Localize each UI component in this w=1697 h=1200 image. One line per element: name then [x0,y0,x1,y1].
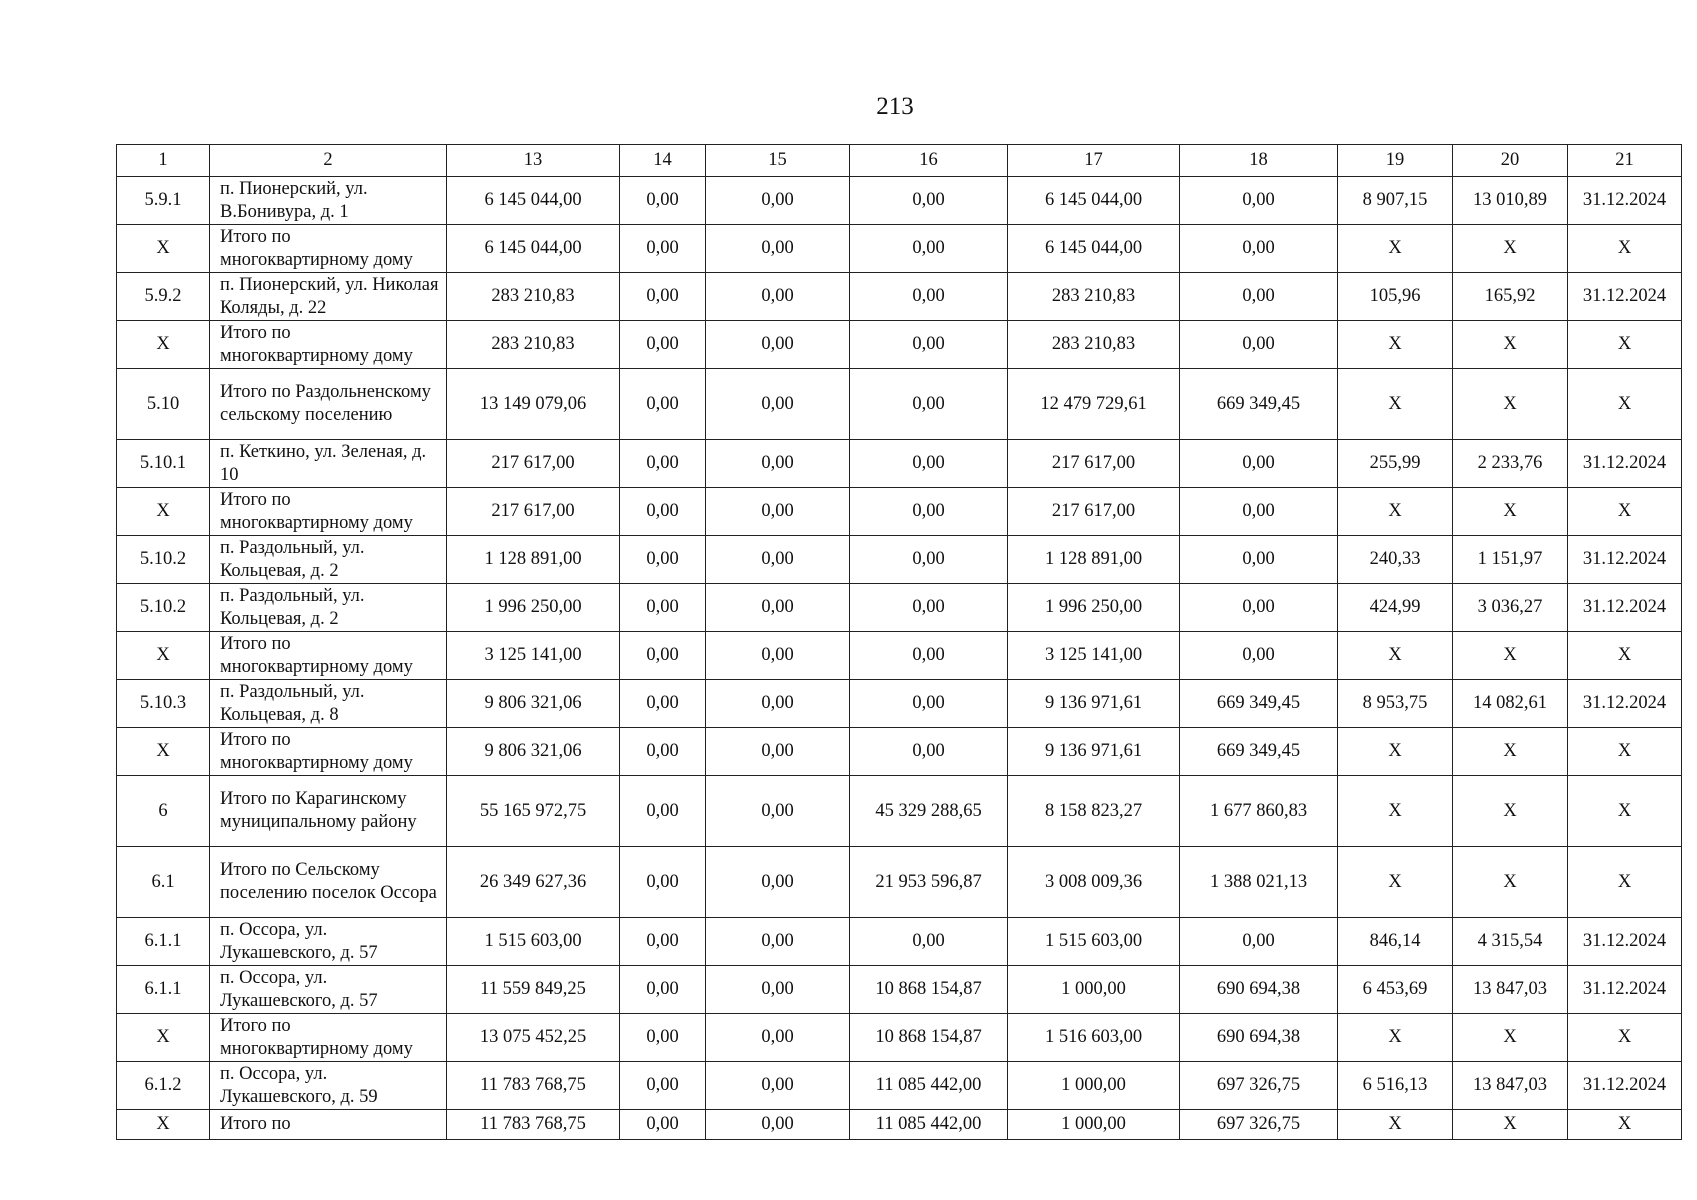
address-cell: п. Кеткино, ул. Зеленая, д. 10 [210,440,447,488]
table-cell: 0,00 [620,728,706,776]
table-row [117,632,1682,680]
table-cell: 1 996 250,00 [447,584,620,632]
column-header: 21 [1568,145,1682,177]
table-cell: 0,00 [706,584,850,632]
table-cell: 0,00 [620,225,706,273]
table-cell: 697 326,75 [1180,1062,1338,1110]
table-cell: 8 907,15 [1338,177,1453,225]
table-cell: 5.10 [117,369,210,440]
table-cell: 31.12.2024 [1568,966,1682,1014]
table-cell: 0,00 [1180,177,1338,225]
table-cell: 8 953,75 [1338,680,1453,728]
table-cell: 424,99 [1338,584,1453,632]
table-cell: 1 515 603,00 [447,918,620,966]
address-cell: Итого по многоквартирному дому [210,488,447,536]
table-cell: 1 515 603,00 [1008,918,1180,966]
table-cell: X [1338,488,1453,536]
table-cell: 1 677 860,83 [1180,776,1338,847]
table-cell: 2 233,76 [1453,440,1568,488]
table-cell: 13 075 452,25 [447,1014,620,1062]
column-header: 20 [1453,145,1568,177]
table-cell: X [1338,776,1453,847]
table-cell: 217 617,00 [1008,440,1180,488]
table-cell: 283 210,83 [1008,273,1180,321]
table-row [117,918,1682,966]
table-cell: 0,00 [1180,488,1338,536]
table-cell: 846,14 [1338,918,1453,966]
table-cell: X [1453,776,1568,847]
table-cell: X [1568,488,1682,536]
table-cell: 0,00 [706,177,850,225]
table-cell: 0,00 [706,369,850,440]
column-header: 15 [706,145,850,177]
table-cell: X [1338,1110,1453,1140]
table-cell: 669 349,45 [1180,728,1338,776]
table-row [117,584,1682,632]
table-cell: 669 349,45 [1180,369,1338,440]
table-cell: 0,00 [706,225,850,273]
table-cell: 0,00 [850,321,1008,369]
address-cell: п. Раздольный, ул. Кольцевая, д. 2 [210,584,447,632]
table-cell: 31.12.2024 [1568,177,1682,225]
column-header: 13 [447,145,620,177]
table-cell: 6.1.1 [117,966,210,1014]
table-cell: 0,00 [706,728,850,776]
table-cell: 0,00 [620,776,706,847]
table-row [117,728,1682,776]
table-row [117,321,1682,369]
table-cell: X [1568,369,1682,440]
table-cell: X [1338,632,1453,680]
table-cell: 6.1 [117,847,210,918]
table-cell: 1 000,00 [1008,1110,1180,1140]
table-cell: 1 996 250,00 [1008,584,1180,632]
table-row [117,488,1682,536]
table-cell: 0,00 [1180,273,1338,321]
table-cell: 0,00 [850,536,1008,584]
table-cell: 8 158 823,27 [1008,776,1180,847]
table-cell: 12 479 729,61 [1008,369,1180,440]
table-cell: 6.1.1 [117,918,210,966]
table-cell: 0,00 [620,177,706,225]
table-cell: 31.12.2024 [1568,273,1682,321]
table-row [117,776,1682,847]
address-cell: Итого по многоквартирному дому [210,1014,447,1062]
table-cell: 0,00 [620,1014,706,1062]
table-cell: 0,00 [706,536,850,584]
table-cell: 0,00 [1180,225,1338,273]
table-cell: 0,00 [706,321,850,369]
table-cell: 3 125 141,00 [447,632,620,680]
table-cell: 0,00 [850,584,1008,632]
table-row [117,177,1682,225]
address-cell: Итого по Карагинскому муниципальному району [210,776,447,847]
address-cell: п. Оссора, ул. Лукашевского, д. 57 [210,918,447,966]
table-cell: 6 [117,776,210,847]
table-cell: 690 694,38 [1180,966,1338,1014]
table-cell: 6 145 044,00 [1008,225,1180,273]
table-cell: 0,00 [850,225,1008,273]
table-cell: 13 149 079,06 [447,369,620,440]
table-cell: 217 617,00 [447,440,620,488]
table-cell: 0,00 [850,440,1008,488]
table-cell: 31.12.2024 [1568,1062,1682,1110]
table-cell: X [1453,1014,1568,1062]
table-cell: 0,00 [620,847,706,918]
table-cell: X [117,1014,210,1062]
table-cell: X [1568,321,1682,369]
table-cell: X [117,321,210,369]
column-header: 17 [1008,145,1180,177]
table-row [117,966,1682,1014]
table-cell: 0,00 [620,584,706,632]
table-cell: 31.12.2024 [1568,536,1682,584]
table-cell: 1 000,00 [1008,966,1180,1014]
table-cell: 11 085 442,00 [850,1110,1008,1140]
address-cell: п. Оссора, ул. Лукашевского, д. 59 [210,1062,447,1110]
address-cell: Итого по Сельскому поселению поселок Оссора [210,847,447,918]
table-cell: X [117,1110,210,1140]
table-cell: 5.9.1 [117,177,210,225]
table-cell: 0,00 [850,728,1008,776]
table-cell: 0,00 [620,918,706,966]
table-cell: X [1453,632,1568,680]
table-cell: 11 085 442,00 [850,1062,1008,1110]
table-cell: 31.12.2024 [1568,584,1682,632]
table-cell: 0,00 [620,1110,706,1140]
column-header: 1 [117,145,210,177]
table-cell: 0,00 [850,273,1008,321]
table-cell: 9 806 321,06 [447,680,620,728]
table-cell: X [1568,728,1682,776]
table-cell: X [1453,225,1568,273]
table-cell: 26 349 627,36 [447,847,620,918]
table-cell: X [1568,1110,1682,1140]
table-cell: 0,00 [850,488,1008,536]
table-cell: 0,00 [706,1014,850,1062]
table-cell: X [1338,728,1453,776]
table-cell: 5.10.2 [117,584,210,632]
table-cell: X [1338,847,1453,918]
table-row [117,369,1682,440]
address-cell: п. Пионерский, ул. Николая Коляды, д. 22 [210,273,447,321]
table-cell: 13 847,03 [1453,966,1568,1014]
table-row [117,225,1682,273]
table-cell: 0,00 [620,321,706,369]
table-cell: 1 128 891,00 [447,536,620,584]
table-cell: 0,00 [1180,918,1338,966]
table-cell: X [1453,847,1568,918]
table-cell: 0,00 [850,177,1008,225]
table-cell: 0,00 [620,488,706,536]
table-cell: 1 516 603,00 [1008,1014,1180,1062]
table-cell: 283 210,83 [1008,321,1180,369]
table-cell: X [1568,1014,1682,1062]
column-header: 19 [1338,145,1453,177]
table-cell: 21 953 596,87 [850,847,1008,918]
table-cell: X [1338,225,1453,273]
table-cell: 6.1.2 [117,1062,210,1110]
table-cell: 6 145 044,00 [1008,177,1180,225]
table-cell: 0,00 [620,632,706,680]
table-cell: 6 453,69 [1338,966,1453,1014]
table-cell: 283 210,83 [447,273,620,321]
address-cell: Итого по многоквартирному дому [210,225,447,273]
table-cell: 0,00 [850,680,1008,728]
table-cell: 0,00 [1180,536,1338,584]
column-header: 16 [850,145,1008,177]
table-cell: 13 847,03 [1453,1062,1568,1110]
table-cell: 283 210,83 [447,321,620,369]
table-cell: 0,00 [620,680,706,728]
table-cell: 3 125 141,00 [1008,632,1180,680]
table-cell: X [117,632,210,680]
address-cell: Итого по Раздольненскому сельскому поселению [210,369,447,440]
table-cell: 690 694,38 [1180,1014,1338,1062]
address-cell: Итого по многоквартирному дому [210,728,447,776]
table-cell: 1 388 021,13 [1180,847,1338,918]
table-cell: 9 136 971,61 [1008,680,1180,728]
table-cell: X [1453,728,1568,776]
table-cell: 0,00 [1180,440,1338,488]
table-cell: 6 145 044,00 [447,225,620,273]
table-cell: 0,00 [706,632,850,680]
table-cell: 0,00 [706,966,850,1014]
column-header: 14 [620,145,706,177]
page-number: 213 [876,93,914,120]
table-body [117,177,1682,1140]
table-cell: 11 559 849,25 [447,966,620,1014]
table-cell: 669 349,45 [1180,680,1338,728]
table-cell: 0,00 [706,273,850,321]
column-header: 18 [1180,145,1338,177]
table-cell: X [117,728,210,776]
table-cell: 1 000,00 [1008,1062,1180,1110]
table-cell: 5.10.1 [117,440,210,488]
table-cell: X [1453,488,1568,536]
address-cell: п. Пионерский, ул. В.Бонивура, д. 1 [210,177,447,225]
table-cell: 0,00 [850,632,1008,680]
table-cell: 0,00 [706,440,850,488]
address-cell: Итого по [210,1110,447,1140]
table-cell: X [1338,1014,1453,1062]
table-cell: 0,00 [706,1110,850,1140]
table-cell: 10 868 154,87 [850,966,1008,1014]
table-cell: 0,00 [620,369,706,440]
table-cell: 31.12.2024 [1568,680,1682,728]
table-row [117,536,1682,584]
table-cell: 13 010,89 [1453,177,1568,225]
table-cell: 0,00 [706,776,850,847]
table-cell: 697 326,75 [1180,1110,1338,1140]
table-cell: 0,00 [706,680,850,728]
table-cell: 10 868 154,87 [850,1014,1008,1062]
table-cell: 1 128 891,00 [1008,536,1180,584]
table-cell: 0,00 [706,1062,850,1110]
table-cell: 3 036,27 [1453,584,1568,632]
header-row [117,145,1682,177]
table-cell: 0,00 [706,847,850,918]
table-cell: 5.10.2 [117,536,210,584]
table-cell: 217 617,00 [447,488,620,536]
table-row [117,847,1682,918]
table-cell: X [117,225,210,273]
address-cell: Итого по многоквартирному дому [210,321,447,369]
table-row [117,273,1682,321]
table-cell: 6 516,13 [1338,1062,1453,1110]
table-cell: 217 617,00 [1008,488,1180,536]
table-cell: 0,00 [1180,632,1338,680]
data-table [116,144,1682,1140]
table-cell: 0,00 [620,966,706,1014]
table-cell: 5.9.2 [117,273,210,321]
table-cell: 255,99 [1338,440,1453,488]
table-cell: X [1453,321,1568,369]
table-cell: 45 329 288,65 [850,776,1008,847]
table-cell: 165,92 [1453,273,1568,321]
table-cell: 0,00 [706,918,850,966]
table-row [117,1110,1682,1140]
table-cell: 0,00 [620,1062,706,1110]
table-cell: 0,00 [620,536,706,584]
table-cell: 1 151,97 [1453,536,1568,584]
table-cell: 5.10.3 [117,680,210,728]
column-header: 2 [210,145,447,177]
table-cell: X [1453,369,1568,440]
table-cell: 240,33 [1338,536,1453,584]
table-cell: 3 008 009,36 [1008,847,1180,918]
table-cell: 0,00 [620,273,706,321]
table-cell: 4 315,54 [1453,918,1568,966]
table-cell: X [1568,632,1682,680]
table-cell: 105,96 [1338,273,1453,321]
table-cell: 11 783 768,75 [447,1062,620,1110]
table-cell: 6 145 044,00 [447,177,620,225]
table-cell: 0,00 [706,488,850,536]
table-row [117,440,1682,488]
table-cell: 14 082,61 [1453,680,1568,728]
table-row [117,680,1682,728]
table-cell: X [1568,225,1682,273]
table-cell: 55 165 972,75 [447,776,620,847]
table-cell: X [1568,776,1682,847]
table-cell: X [1338,321,1453,369]
table-row [117,1062,1682,1110]
table-row [117,1014,1682,1062]
table-cell: 0,00 [1180,321,1338,369]
table-cell: 0,00 [1180,584,1338,632]
table-cell: 9 806 321,06 [447,728,620,776]
address-cell: Итого по многоквартирному дому [210,632,447,680]
address-cell: п. Оссора, ул. Лукашевского, д. 57 [210,966,447,1014]
address-cell: п. Раздольный, ул. Кольцевая, д. 8 [210,680,447,728]
table-cell: 0,00 [850,369,1008,440]
table-cell: 11 783 768,75 [447,1110,620,1140]
table-cell: X [117,488,210,536]
table-cell: X [1453,1110,1568,1140]
address-cell: п. Раздольный, ул. Кольцевая, д. 2 [210,536,447,584]
table-cell: X [1568,847,1682,918]
table-cell: 0,00 [850,918,1008,966]
table-cell: 31.12.2024 [1568,440,1682,488]
table-cell: 31.12.2024 [1568,918,1682,966]
table-cell: X [1338,369,1453,440]
table-cell: 0,00 [620,440,706,488]
table-cell: 9 136 971,61 [1008,728,1180,776]
